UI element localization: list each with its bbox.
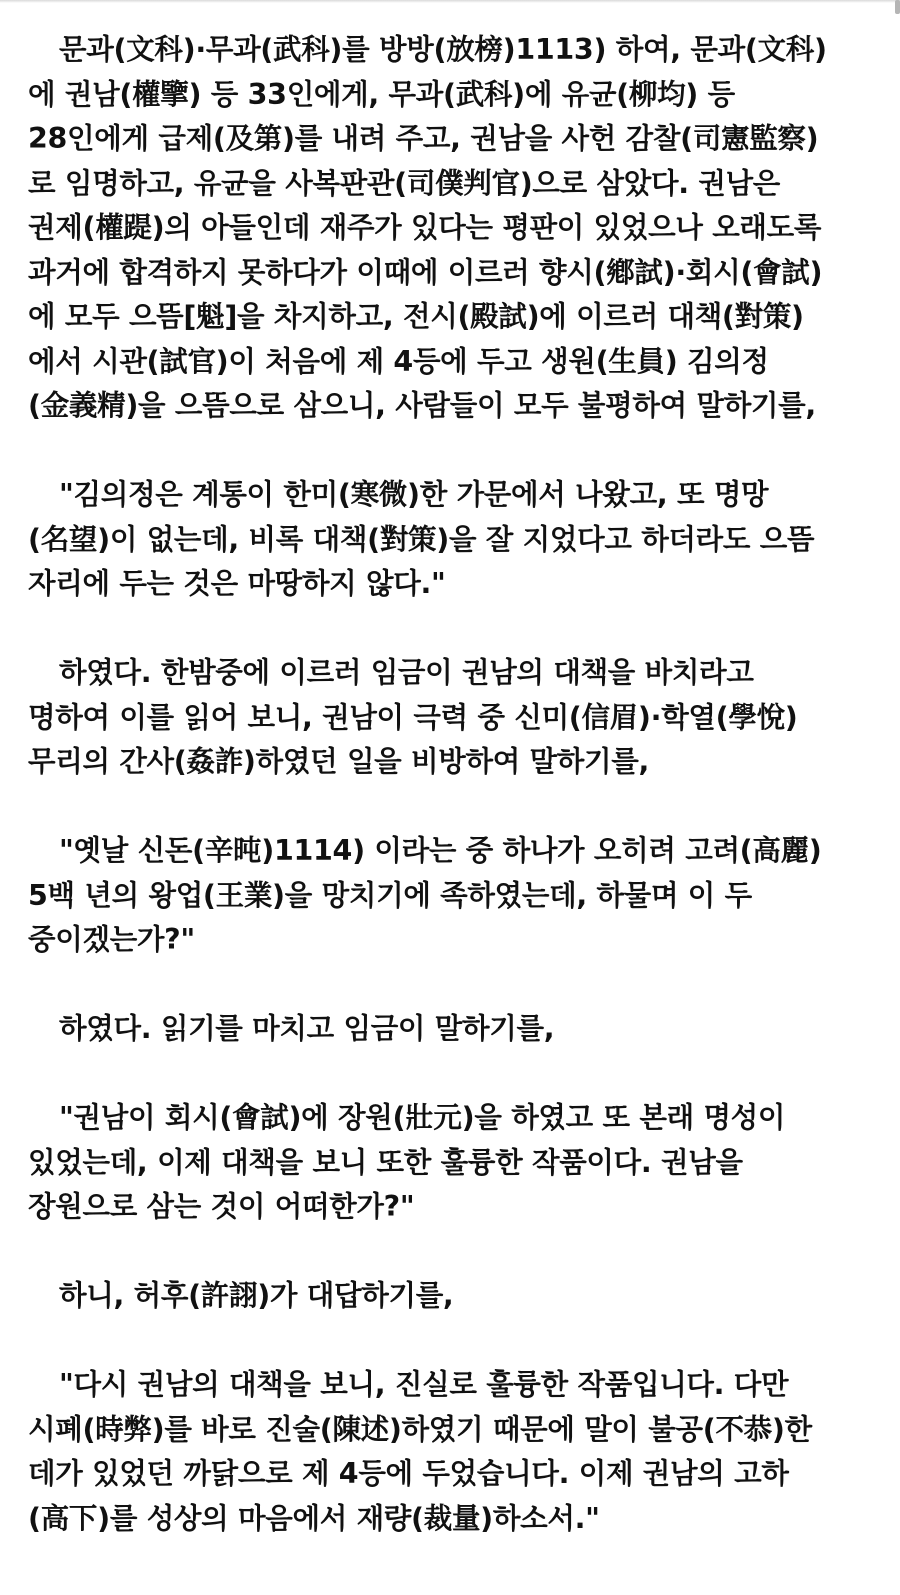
paragraph-sindon-quote: "옛날 신돈(辛旽)1114) 이라는 중 하나가 오히려 고려(高麗) 5백 년의 왕업(王業)을 망치기에 족하였는데, 하물며 이 두 중이겠는가?" <box>28 834 822 956</box>
paragraph-exam-announcement: 문과(文科)·무과(武科)를 방방(放榜)1113) 하여, 문과(文科)에 권남(權擥) 등 33인에게, 무과(武科)에 유균(柳均) 등 28인에게 급제(及第)를 내려 주고, 권남을 사헌 감찰(司憲監察)로 임명하고, 유균을 사복판관(司僕判官)으로 삼았다. 권남은 권제(權踶)의 아들인데 재주가 있다는 평판이 있었으나 오래도록 과거에 합격하지 못하다가 이때에 이르러 향시(鄕試)·회시(會試)에 모두 으뜸[魁]을 차지하고, 전시(殿試)에 이르러 대책(對策)에서 시관(試官)이 처음에 제 4등에 두고 생원(生員) 김의정(金義精)을 으뜸으로 삼으니, 사람들이 모두 불평하여 말하기를, <box>28 33 827 422</box>
paragraph-finished-reading: 하였다. 읽기를 마치고 임금이 말하기를, <box>59 1012 555 1045</box>
paragraph-heohu-quote: "다시 권남의 대책을 보니, 진실로 훌륭한 작품입니다. 다만 시폐(時弊)를 바로 진술(陳述)하였기 때문에 말이 불공(不恭)한 데가 있었던 까닭으로 제 4등에 두었습니다. 이제 권남의 고하(高下)를 성상의 마음에서 재량(裁量)하소서." <box>28 1368 812 1535</box>
article-body <box>28 28 843 1541</box>
paragraph-king-quote: "권남이 회시(會試)에 장원(壯元)을 하였고 또 본래 명성이 있었는데, 이제 대책을 보니 또한 훌륭한 작품이다. 권남을 장원으로 삼는 것이 어떠한가?" <box>28 1101 786 1223</box>
paragraph-heohu-answers: 하니, 허후(許詡)가 대답하기를, <box>59 1279 454 1312</box>
scroll-indicator[interactable] <box>895 0 900 14</box>
top-edge-shadow <box>0 0 900 3</box>
paragraph-complaint-quote: "김의정은 계통이 한미(寒微)한 가문에서 나왔고, 또 명망(名望)이 없는데, 비록 대책(對策)을 잘 지었다고 하더라도 으뜸 자리에 두는 것은 마땅하지 않다." <box>28 478 815 600</box>
paragraph-king-reads: 하였다. 한밤중에 이르러 임금이 권남의 대책을 바치라고 명하여 이를 읽어 보니, 권남이 극력 중 신미(信眉)·학열(學悅) 무리의 간사(姦詐)하였던 일을 비방하여 말하기를, <box>28 656 798 778</box>
